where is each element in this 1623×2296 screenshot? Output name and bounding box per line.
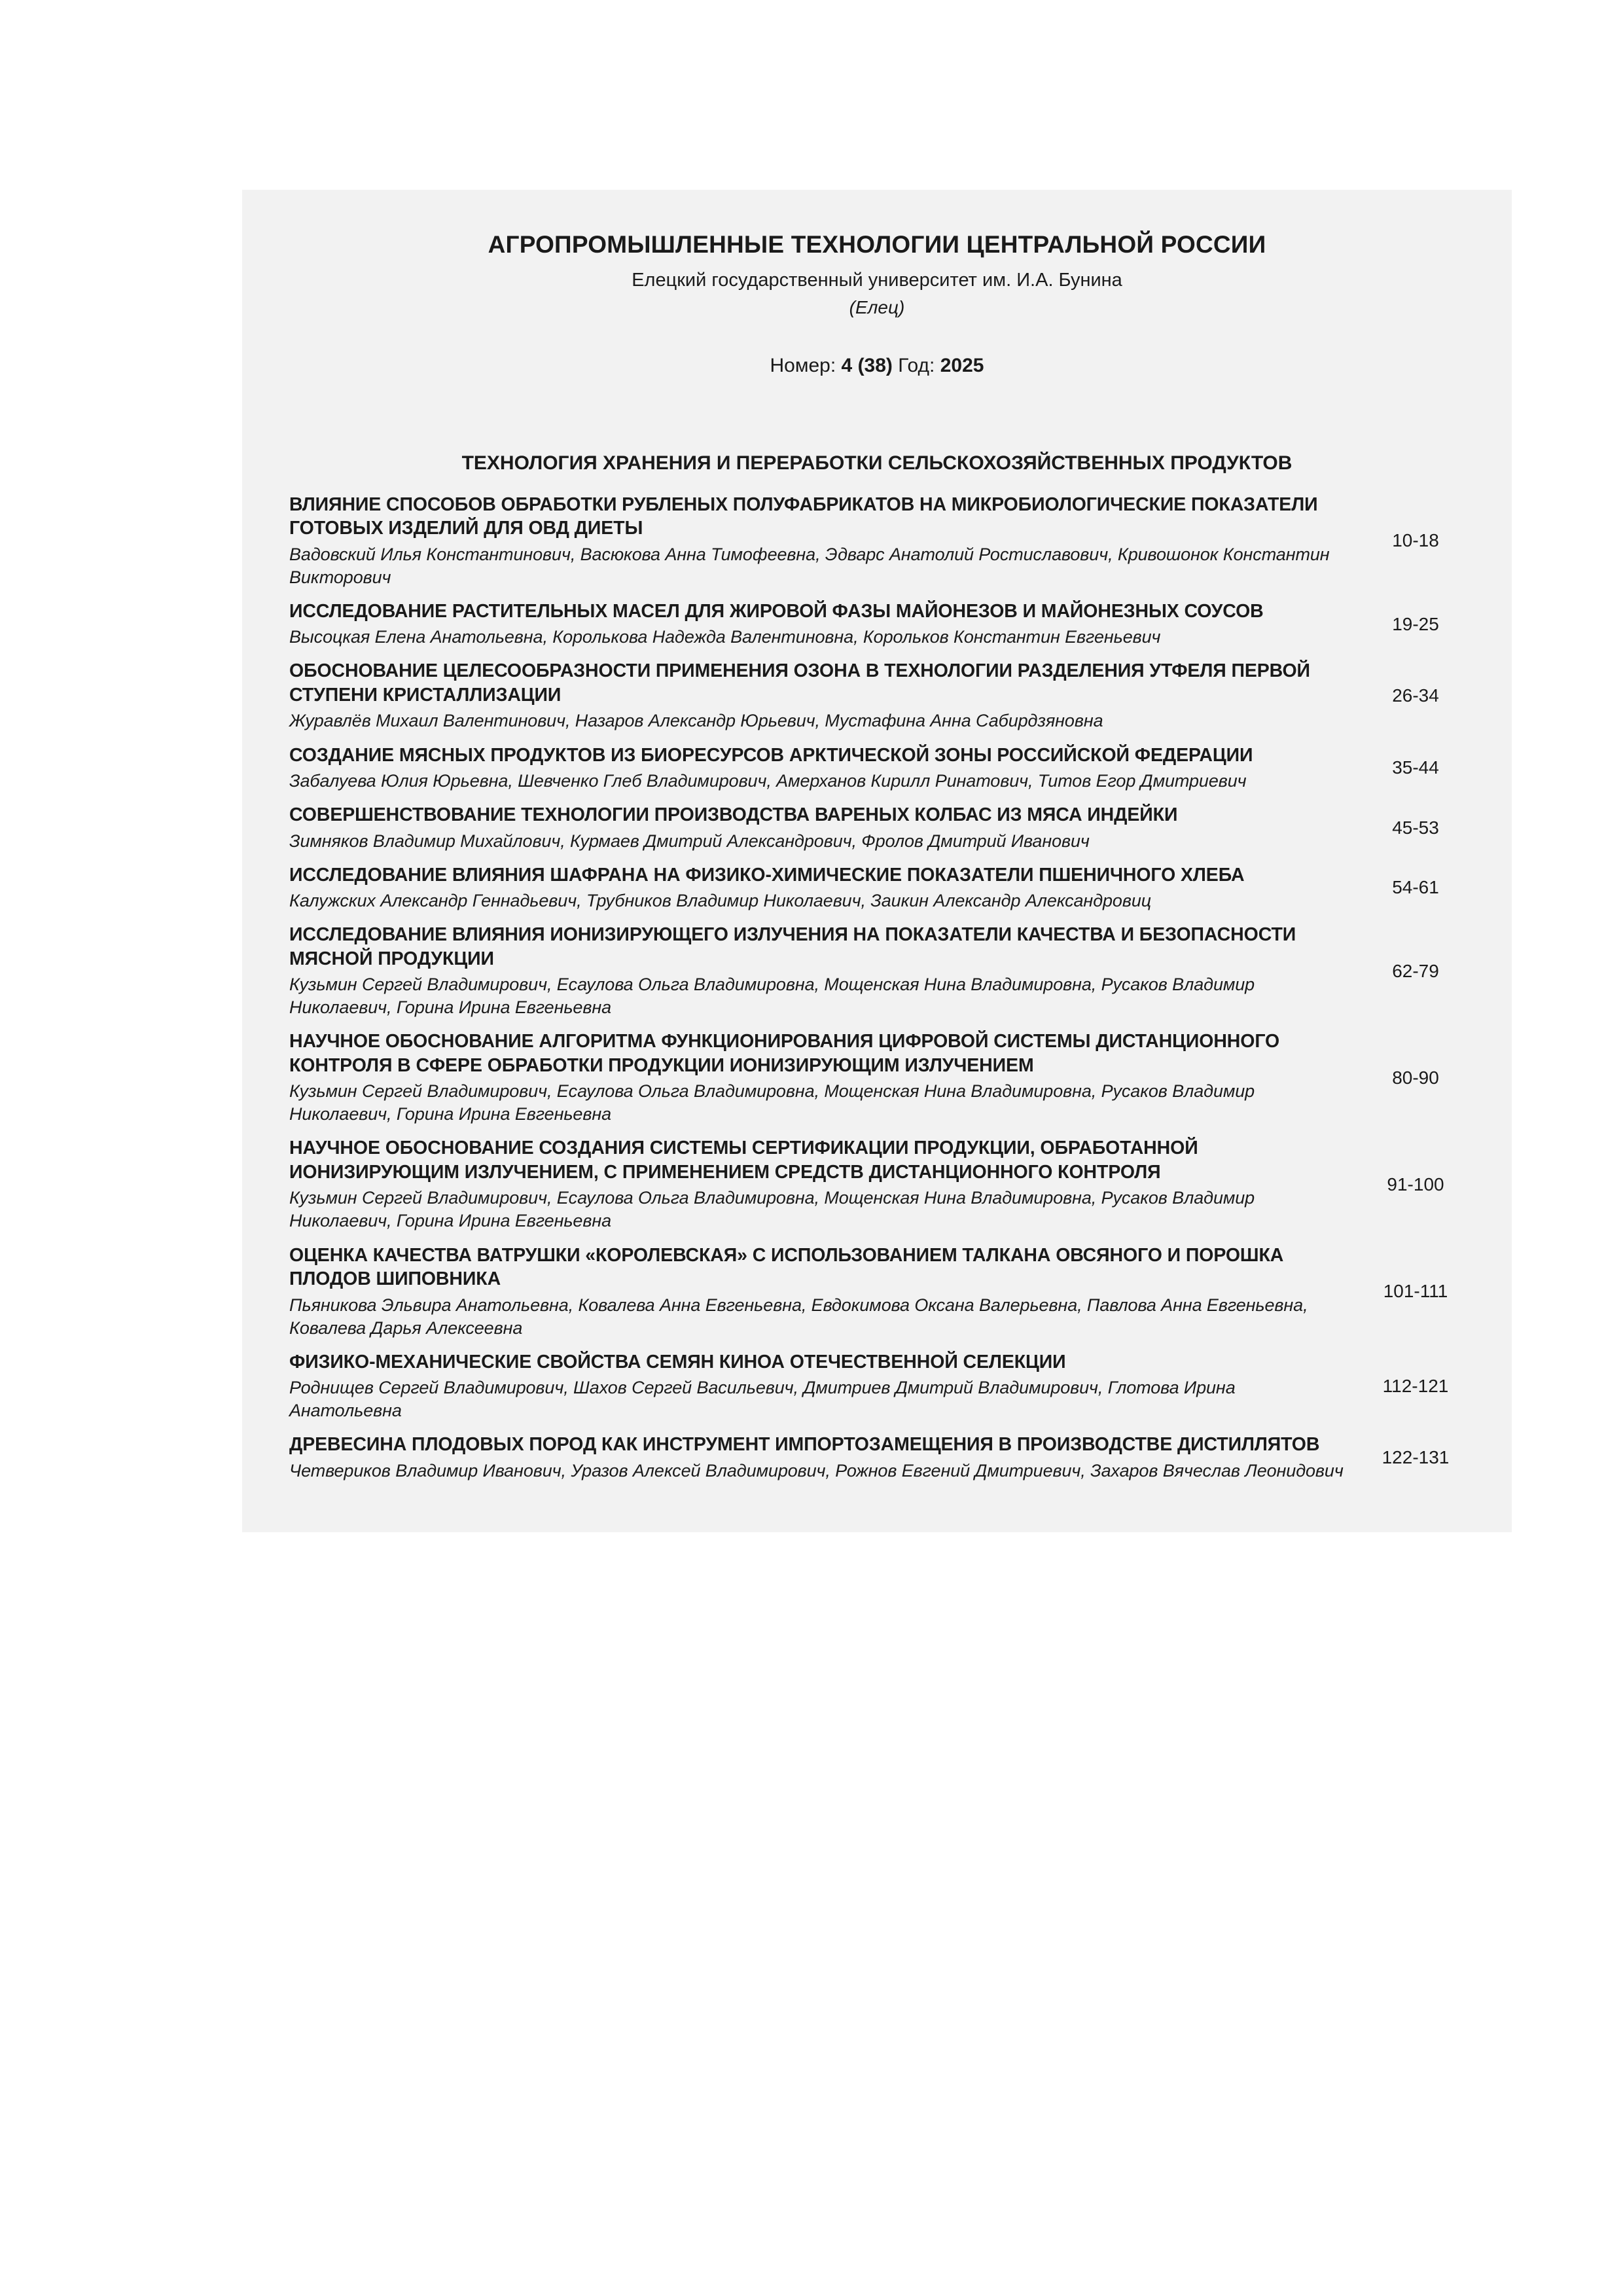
- toc-entry-authors: Кузьмин Сергей Владимирович, Есаулова Ольга Владимировна, Мощенская Нина Владимировна, Русаков Владимир Николаевич, Горина Ирина Евгеньевна: [289, 975, 1255, 1018]
- toc-entry-pages: 45-53: [1392, 817, 1439, 838]
- toc-entry[interactable]: [289, 1030, 1465, 1126]
- toc-entry-title[interactable]: ИССЛЕДОВАНИЕ ВЛИЯНИЯ ИОНИЗИРУЮЩЕГО ИЗЛУЧЕНИЯ НА ПОКАЗАТЕЛИ КАЧЕСТВА И БЕЗОПАСНОСТИ МЯСНОЙ ПРОДУКЦИИ: [289, 924, 1296, 969]
- toc-entry-authors: Вадовский Илья Константинович, Васюкова Анна Тимофеевна, Эдварс Анатолий Ростиславович, Кривошонок Константин Викторович: [289, 544, 1330, 587]
- toc-entry[interactable]: [289, 659, 1465, 732]
- toc-entry-title[interactable]: ИССЛЕДОВАНИЕ РАСТИТЕЛЬНЫХ МАСЕЛ ДЛЯ ЖИРОВОЙ ФАЗЫ МАЙОНЕЗОВ И МАЙОНЕЗНЫХ СОУСОВ: [289, 600, 1264, 622]
- toc-entry-authors: Калужских Александр Геннадьевич, Трубников Владимир Николаевич, Заикин Александр Александровиц: [289, 891, 1152, 911]
- toc-entry[interactable]: [289, 803, 1465, 853]
- toc-entry[interactable]: [289, 1244, 1465, 1340]
- issue-number: 4 (38): [841, 354, 893, 376]
- issue-label: Номер:: [770, 354, 836, 376]
- toc-entry-title[interactable]: НАУЧНОЕ ОБОСНОВАНИЕ АЛГОРИТМА ФУНКЦИОНИРОВАНИЯ ЦИФРОВОЙ СИСТЕМЫ ДИСТАНЦИОННОГО КОНТРОЛЯ В СФЕРЕ ОБРАБОТКИ ПРОДУКЦИИ ИОНИЗИРУЮЩИМ ИЗЛУЧЕНИЕМ: [289, 1031, 1280, 1076]
- toc-entry-pages: 54-61: [1392, 877, 1439, 898]
- toc-entry-authors: Кузьмин Сергей Владимирович, Есаулова Ольга Владимировна, Мощенская Нина Владимировна, Русаков Владимир Николаевич, Горина Ирина Евгеньевна: [289, 1081, 1255, 1124]
- toc-entry-authors: Пьяникова Эльвира Анатольевна, Ковалева Анна Евгеньевна, Евдокимова Оксана Валерьевна, Павлова Анна Евгеньевна, Ковалева Дарья Алексеевна: [289, 1295, 1308, 1338]
- toc-entry-pages: 26-34: [1392, 685, 1439, 706]
- toc-entry-title[interactable]: ВЛИЯНИЕ СПОСОБОВ ОБРАБОТКИ РУБЛЕНЫХ ПОЛУФАБРИКАТОВ НА МИКРОБИОЛОГИЧЕСКИЕ ПОКАЗАТЕЛИ ГОТОВЫХ ИЗДЕЛИЙ ДЛЯ ОВД ДИЕТЫ: [289, 493, 1318, 539]
- journal-contents-page: [242, 190, 1512, 1532]
- toc-entry-title[interactable]: ОБОСНОВАНИЕ ЦЕЛЕСООБРАЗНОСТИ ПРИМЕНЕНИЯ ОЗОНА В ТЕХНОЛОГИИ РАЗДЕЛЕНИЯ УТФЕЛЯ ПЕРВОЙ СТУПЕНИ КРИСТАЛЛИЗАЦИИ: [289, 660, 1310, 706]
- toc-entry-pages: 122-131: [1382, 1447, 1450, 1468]
- toc-entry[interactable]: [289, 493, 1465, 589]
- toc-entry-title[interactable]: СОЗДАНИЕ МЯСНЫХ ПРОДУКТОВ ИЗ БИОРЕСУРСОВ АРКТИЧЕСКОЙ ЗОНЫ РОССИЙСКОЙ ФЕДЕРАЦИИ: [289, 744, 1253, 766]
- toc-entry[interactable]: [289, 863, 1465, 913]
- toc-entry-title[interactable]: НАУЧНОЕ ОБОСНОВАНИЕ СОЗДАНИЯ СИСТЕМЫ СЕРТИФИКАЦИИ ПРОДУКЦИИ, ОБРАБОТАННОЙ ИОНИЗИРУЮЩИМ ИЗЛУЧЕНИЕМ, С ПРИМЕНЕНИЕМ СРЕДСТВ ДИСТАНЦИОННОГО КОНТРОЛЯ: [289, 1138, 1198, 1183]
- toc-entry-title[interactable]: СОВЕРШЕНСТВОВАНИЕ ТЕХНОЛОГИИ ПРОИЗВОДСТВА ВАРЕНЫХ КОЛБАС ИЗ МЯСА ИНДЕЙКИ: [289, 804, 1178, 826]
- toc-entry-main: [289, 659, 1366, 732]
- toc-entry-main: [289, 863, 1366, 913]
- toc-entry-main: [289, 1433, 1366, 1482]
- toc-entry-main: [289, 1350, 1366, 1423]
- journal-title: АГРОПРОМЫШЛЕННЫЕ ТЕХНОЛОГИИ ЦЕНТРАЛЬНОЙ РОССИИ: [488, 231, 1266, 258]
- toc-entry-main: [289, 600, 1366, 649]
- toc-entry-main: [289, 1244, 1366, 1340]
- masthead: [242, 190, 1512, 377]
- toc-entry-main: [289, 1030, 1366, 1126]
- issue-line: [294, 355, 1459, 377]
- toc-entry-pages: 19-25: [1392, 613, 1439, 634]
- toc-entry-title[interactable]: ДРЕВЕСИНА ПЛОДОВЫХ ПОРОД КАК ИНСТРУМЕНТ ИМПОРТОЗАМЕЩЕНИЯ В ПРОИЗВОДСТВЕ ДИСТИЛЛЯТОВ: [289, 1434, 1320, 1456]
- toc-entry[interactable]: [289, 1136, 1465, 1232]
- toc-entry-authors: Забалуева Юлия Юрьевна, Шевченко Глеб Владимирович, Амерханов Кирилл Ринатович, Титов Егор Дмитриевич: [289, 770, 1247, 791]
- toc-entry[interactable]: [289, 923, 1465, 1019]
- toc-entry-title[interactable]: ОЦЕНКА КАЧЕСТВА ВАТРУШКИ «КОРОЛЕВСКАЯ» С ИСПОЛЬЗОВАНИЕМ ТАЛКАНА ОВСЯНОГО И ПОРОШКА ПЛОДОВ ШИПОВНИКА: [289, 1244, 1284, 1290]
- toc-entry-authors: Четвериков Владимир Иванович, Уразов Алексей Владимирович, Рожнов Евгений Дмитриевич, Захаров Вячеслав Леонидович: [289, 1460, 1344, 1480]
- toc-entry-authors: Журавлёв Михаил Валентинович, Назаров Александр Юрьевич, Мустафина Анна Сабирдзяновна: [289, 711, 1103, 731]
- toc-entry-authors: Роднищев Сергей Владимирович, Шахов Сергей Васильевич, Дмитриев Дмитрий Владимирович, Глотова Ирина Анатольевна: [289, 1378, 1236, 1421]
- toc-entry-pages: 35-44: [1392, 757, 1439, 778]
- toc-entry[interactable]: [289, 600, 1465, 649]
- toc-entry-main: [289, 493, 1366, 589]
- year-label: Год:: [898, 354, 935, 376]
- toc-entry[interactable]: [289, 744, 1465, 793]
- toc-entry-main: [289, 803, 1366, 853]
- publisher-name: Елецкий государственный университет им. И.А. Бунина: [632, 270, 1122, 291]
- toc-entry-pages: 80-90: [1392, 1067, 1439, 1088]
- table-of-contents: [242, 493, 1512, 1482]
- toc-entry-authors: Зимняков Владимир Михайлович, Курмаев Дмитрий Александрович, Фролов Дмитрий Иванович: [289, 831, 1090, 851]
- year-value: 2025: [940, 354, 984, 376]
- toc-entry-main: [289, 923, 1366, 1019]
- toc-entry-title[interactable]: ФИЗИКО-МЕХАНИЧЕСКИЕ СВОЙСТВА СЕМЯН КИНОА ОТЕЧЕСТВЕННОЙ СЕЛЕКЦИИ: [289, 1351, 1066, 1372]
- toc-entry-main: [289, 1136, 1366, 1232]
- toc-entry[interactable]: [289, 1350, 1465, 1423]
- toc-entry-pages: 112-121: [1382, 1376, 1449, 1397]
- toc-entry-pages: 10-18: [1392, 530, 1439, 551]
- toc-entry-main: [289, 744, 1366, 793]
- toc-entry-pages: 91-100: [1387, 1174, 1444, 1194]
- toc-entry-pages: 101-111: [1383, 1281, 1448, 1302]
- publisher-city: (Елец): [849, 296, 905, 317]
- toc-entry[interactable]: [289, 1433, 1465, 1482]
- toc-entry-pages: 62-79: [1392, 960, 1439, 981]
- toc-entry-title[interactable]: ИССЛЕДОВАНИЕ ВЛИЯНИЯ ШАФРАНА НА ФИЗИКО-ХИМИЧЕСКИЕ ПОКАЗАТЕЛИ ПШЕНИЧНОГО ХЛЕБА: [289, 864, 1245, 886]
- toc-entry-authors: Высоцкая Елена Анатольевна, Королькова Надежда Валентиновна, Корольков Константин Евгеньевич: [289, 627, 1161, 647]
- toc-entry-authors: Кузьмин Сергей Владимирович, Есаулова Ольга Владимировна, Мощенская Нина Владимировна, Русаков Владимир Николаевич, Горина Ирина Евгеньевна: [289, 1188, 1255, 1231]
- section-heading: ТЕХНОЛОГИЯ ХРАНЕНИЯ И ПЕРЕРАБОТКИ СЕЛЬСКОХОЗЯЙСТВЕННЫХ ПРОДУКТОВ: [461, 452, 1293, 474]
